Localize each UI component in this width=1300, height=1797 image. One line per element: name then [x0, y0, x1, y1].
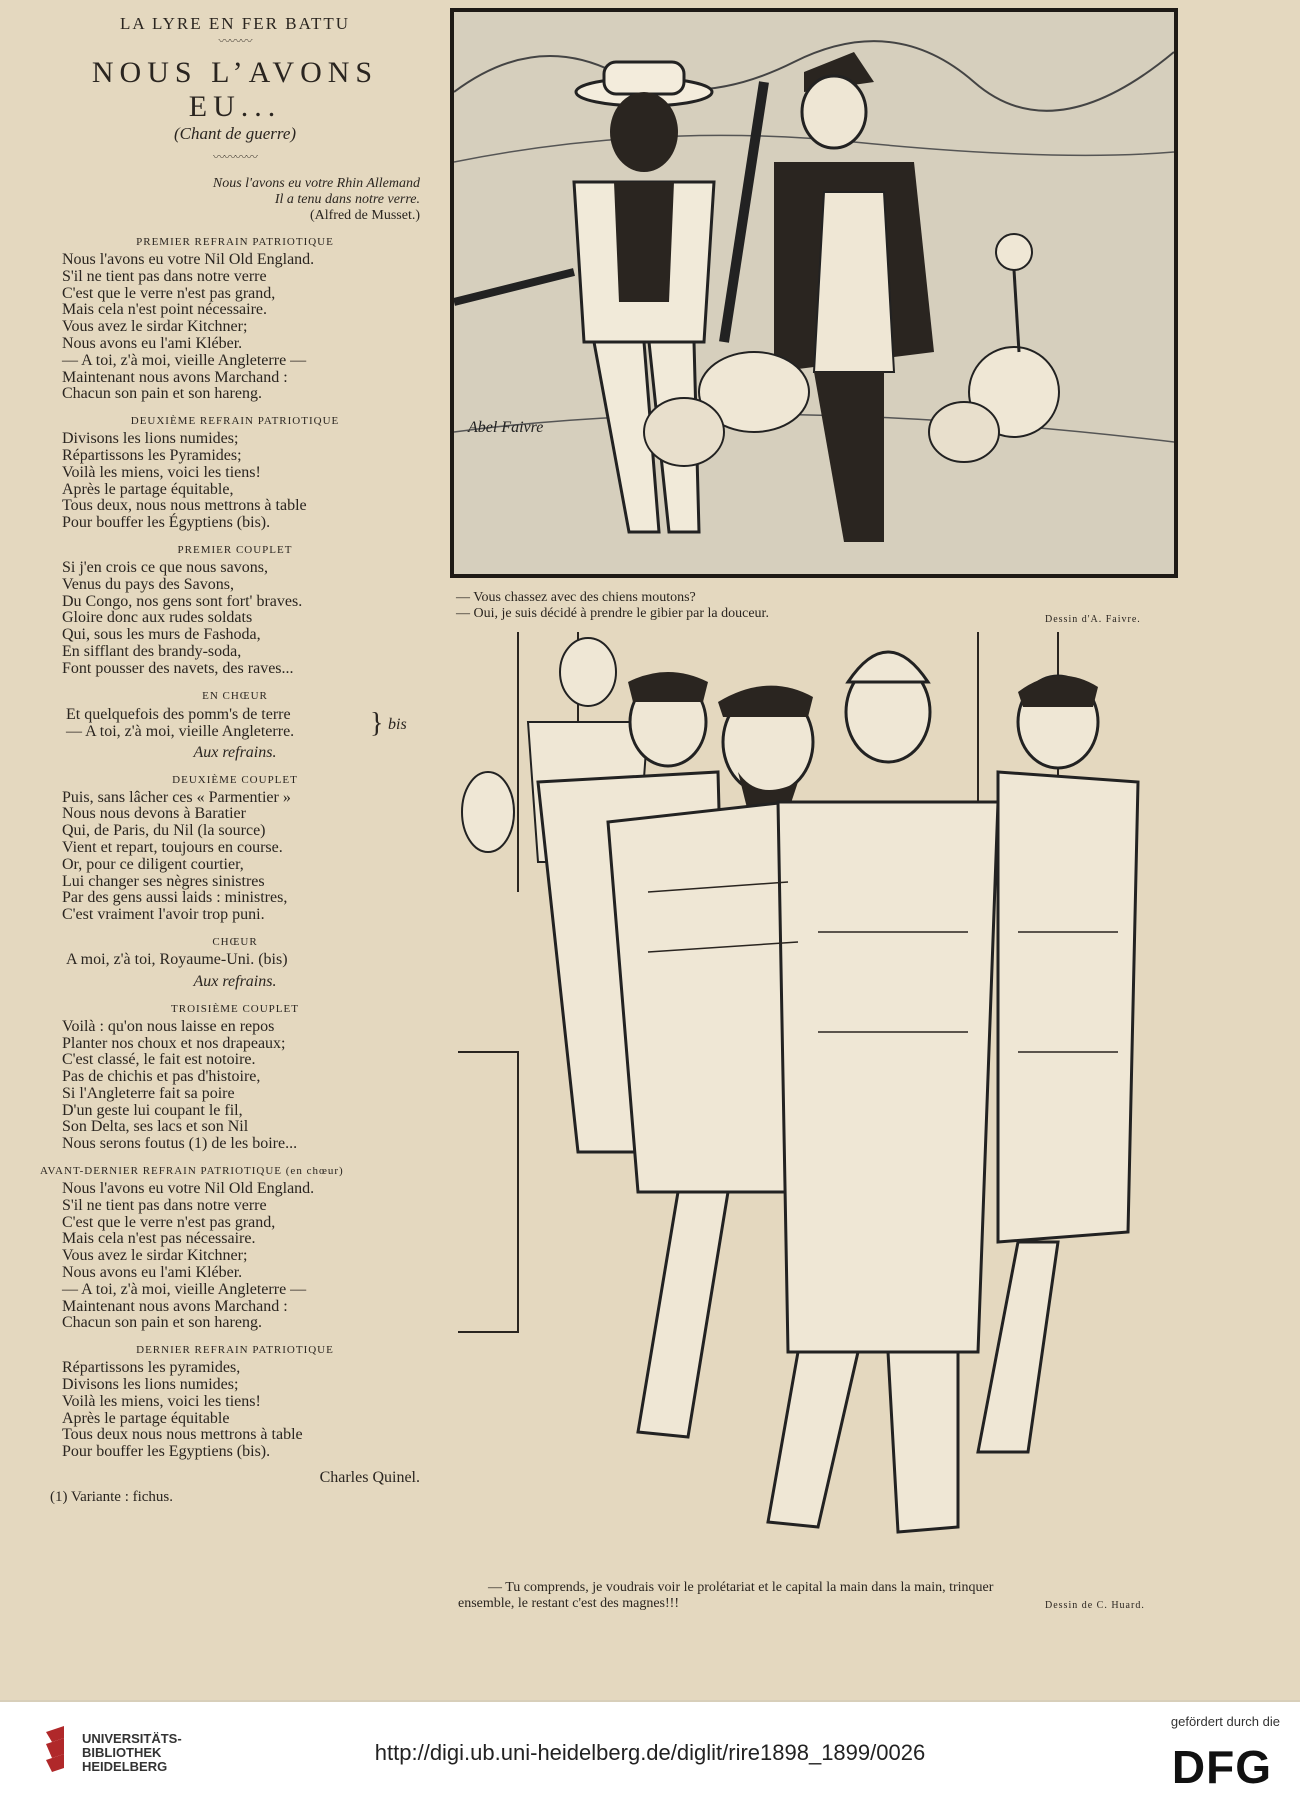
artist-signature: Abel Faivre: [468, 419, 544, 436]
poem-title: NOUS L’AVONS EU...: [91, 56, 379, 123]
verse-line: Qui, sous les murs de Fashoda,: [62, 626, 261, 644]
verse-line: Si j'en crois ce que nous savons,: [62, 558, 268, 576]
verse-line: Divisons les lions numides;: [62, 430, 239, 448]
hunters-drawing: [454, 12, 1174, 574]
digitization-footer: [0, 1702, 1300, 1797]
aux-refrains: Aux refrains.: [193, 743, 277, 761]
verse-line: Voilà les miens, voici les tiens!: [62, 463, 261, 481]
funding-label: gefördert durch die: [1170, 1714, 1280, 1729]
epigraph-line: Nous l'avons eu votre Rhin Allemand: [212, 176, 420, 191]
stanza-refrain4: [40, 1360, 430, 1461]
verse-line: Du Congo, nos gens sont fort' braves.: [62, 592, 303, 610]
verse-line: Pas de chichis et pas d'histoire,: [62, 1068, 261, 1086]
verse-line: Nous l'avons eu votre Nil Old England.: [62, 251, 315, 268]
stanza-refrain2: [40, 431, 430, 532]
caption-line: — Oui, je suis décidé à prendre le gibier par la douceur.: [456, 606, 769, 621]
verse-line: Puis, sans lâcher ces « Parmentier »: [62, 788, 291, 806]
verse-line: Nous serons foutus (1) de les boire...: [62, 1135, 298, 1153]
caption-line: ensemble, le restant c'est des magnes!!!: [458, 1596, 679, 1611]
section-heading: EN CHŒUR: [202, 689, 268, 702]
section-heading: DERNIER REFRAIN PATRIOTIQUE: [136, 1344, 334, 1357]
chorus-line: Et quelquefois des pomm's de terre: [66, 705, 291, 723]
epigraph-line: Il a tenu dans notre verre.: [274, 192, 420, 207]
verse-line: Gloire donc aux rudes soldats: [62, 609, 253, 627]
ornament-divider: 〰〰〰: [218, 34, 252, 48]
verse-line: Mais cela n'est point nécessaire.: [62, 301, 268, 319]
aux-refrains: Aux refrains.: [193, 972, 277, 990]
verse-line: Vous avez le sirdar Kitchner;: [62, 1247, 248, 1265]
verse-line: — A toi, z'à moi, vieille Angleterre —: [62, 1280, 307, 1298]
poem-subtitle: (Chant de guerre): [173, 124, 297, 143]
verse-line: Pour bouffer les Egyptiens (bis).: [62, 1443, 271, 1461]
stanza-couplet3: [40, 1019, 430, 1153]
stanza-couplet1: [40, 560, 430, 678]
section-heading: AVANT-DERNIER REFRAIN PATRIOTIQUE (en chœur): [40, 1165, 344, 1178]
verse-line: Voilà les miens, voici les tiens!: [62, 1392, 261, 1410]
verse-line: Chacun son pain et son hareng.: [62, 1314, 262, 1332]
chorus2-line: A moi, z'à toi, Royaume-Uni. (bis): [66, 950, 288, 968]
verse-line: Divisons les lions numides;: [62, 1376, 239, 1394]
verse-line: Si l'Angleterre fait sa poire: [62, 1084, 235, 1102]
section-heading: PREMIER COUPLET: [177, 543, 293, 556]
verse-line: Voilà : qu'on nous laisse en repos: [62, 1017, 275, 1035]
footnote: (1) Variante : fichus.: [50, 1489, 174, 1506]
caption-line: — Vous chassez avec des chiens moutons?: [456, 590, 696, 605]
verse-line: Lui changer ses nègres sinistres: [62, 872, 265, 890]
bis-label: bis: [388, 715, 407, 733]
author-signature: Charles Quinel.: [319, 1469, 420, 1487]
stanza-refrain3: [40, 1181, 430, 1332]
ornament-divider: 〰〰〰〰: [212, 150, 257, 164]
verse-line: C'est classé, le fait est notoire.: [62, 1051, 256, 1069]
verse-line: C'est vraiment l'avoir trop puni.: [62, 906, 265, 924]
verse-line: Répartissons les Pyramides;: [62, 446, 242, 464]
verse-line: Tous deux, nous nous mettrons à table: [62, 497, 307, 515]
source-url[interactable]: http://digi.ub.uni-heidelberg.de/diglit/rire1898_1899/0026: [374, 1740, 926, 1765]
verse-line: Nous avons eu l'ami Kléber.: [62, 334, 243, 352]
verse-line: Or, pour ce diligent courtier,: [62, 855, 244, 873]
verse-line: Venus du pays des Savons,: [62, 575, 234, 593]
illustration-workers: [458, 632, 1193, 1572]
verse-line: D'un geste lui coupant le fil,: [62, 1101, 243, 1119]
chorus1: [40, 706, 430, 740]
caption-line: — Tu comprends, je voudrais voir le prolétariat et le capital la main dans la main, trinquer: [488, 1580, 994, 1595]
verse-line: Son Delta, ses lacs et son Nil: [62, 1118, 249, 1136]
verse-line: S'il ne tient pas dans notre verre: [62, 267, 267, 285]
verse-line: En sifflant des brandy-soda,: [62, 642, 242, 660]
verse-line: Maintenant nous avons Marchand :: [62, 1297, 288, 1315]
illustration-hunters: [450, 8, 1178, 578]
stanza-refrain1: [40, 252, 430, 403]
verse-line: Chacun son pain et son hareng.: [62, 385, 262, 403]
top-caption: [456, 590, 769, 622]
library-name-line: HEIDELBERG: [82, 1759, 168, 1774]
section-heading: PREMIER REFRAIN PATRIOTIQUE: [136, 236, 334, 248]
verse-line: Mais cela n'est pas nécessaire.: [62, 1230, 256, 1248]
column-title: LA LYRE EN FER BATTU: [119, 14, 351, 33]
library-name-line: BIBLIOTHEK: [82, 1745, 162, 1760]
verse-line: Font pousser des navets, des raves...: [62, 659, 294, 677]
verse-line: C'est que le verre n'est pas grand,: [62, 284, 276, 302]
verse-line: Par des gens aussi laids : ministres,: [62, 889, 288, 907]
verse-line: Nous nous devons à Baratier: [62, 805, 246, 823]
verse-line: Maintenant nous avons Marchand :: [62, 368, 288, 386]
section-heading: DEUXIÈME COUPLET: [172, 773, 298, 786]
section-heading: TROISIÈME COUPLET: [171, 1002, 299, 1015]
section-heading: DEUXIÈME REFRAIN PATRIOTIQUE: [130, 415, 340, 428]
top-credit: Dessin d'A. Faivre.: [1045, 614, 1141, 625]
verse-line: Nous avons eu l'ami Kléber.: [62, 1264, 243, 1282]
verse-line: Pour bouffer les Égyptiens (bis).: [62, 514, 271, 532]
verse-line: Après le partage équitable: [62, 1409, 230, 1427]
brace: }: [370, 707, 384, 739]
verse-line: — A toi, z'à moi, vieille Angleterre —: [62, 351, 307, 369]
verse-line: Après le partage équitable,: [62, 480, 234, 498]
dfg-logo: DFG: [1171, 1741, 1272, 1793]
stanza-couplet2: [40, 790, 430, 924]
verse-line: Vient et repart, toujours en course.: [62, 838, 283, 856]
verse-line: C'est que le verre n'est pas grand,: [62, 1213, 276, 1231]
poem-column: [40, 14, 430, 1506]
library-name-line: UNIVERSITÄTS-: [82, 1731, 182, 1746]
section-heading: CHŒUR: [212, 935, 258, 948]
verse-line: Répartissons les pyramides,: [62, 1359, 241, 1377]
verse-line: Qui, de Paris, du Nil (la source): [62, 822, 266, 840]
bottom-credit: Dessin de C. Huard.: [1045, 1600, 1145, 1611]
chorus-line: — A toi, z'à moi, vieille Angleterre.: [66, 722, 295, 740]
verse-line: Vous avez le sirdar Kitchner;: [62, 318, 248, 336]
verse-line: Nous l'avons eu votre Nil Old England.: [62, 1180, 315, 1198]
epigraph: [40, 176, 420, 224]
verse-line: Tous deux nous nous mettrons à table: [62, 1426, 303, 1444]
epigraph-attribution: (Alfred de Musset.): [309, 208, 420, 223]
verse-line: Planter nos choux et nos drapeaux;: [62, 1034, 286, 1052]
verse-line: S'il ne tient pas dans notre verre: [62, 1196, 267, 1214]
workers-drawing: [458, 632, 1193, 1572]
